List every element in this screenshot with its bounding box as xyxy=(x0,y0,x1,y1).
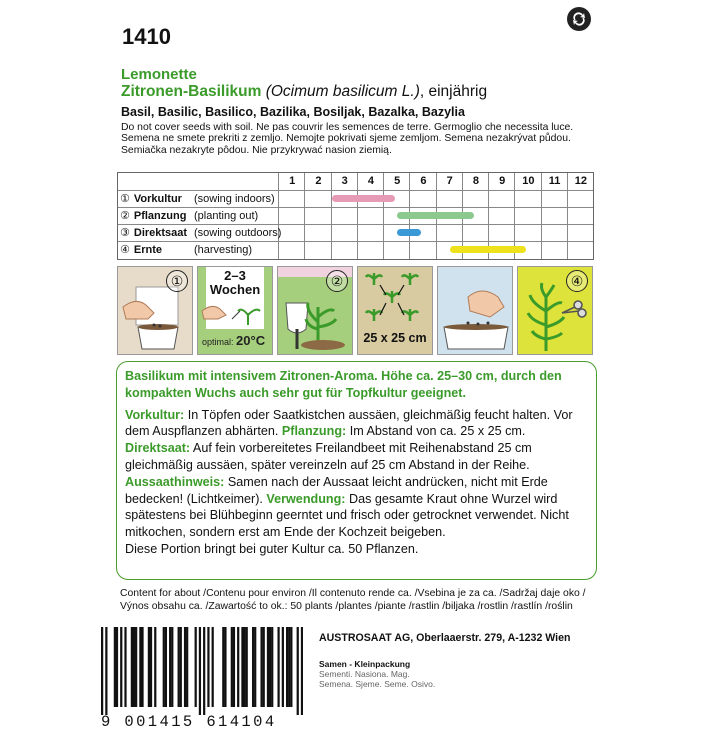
barcode-bar xyxy=(148,627,150,707)
aussaat-label: Aussaathinweis: xyxy=(125,474,225,489)
barcode-bar xyxy=(163,627,165,707)
sowing-notes xyxy=(121,122,573,156)
barcode-bar xyxy=(165,627,167,707)
barcode xyxy=(101,627,303,715)
optimal-label: optimal: xyxy=(202,337,234,347)
season-bar xyxy=(450,246,527,253)
row-activity: Pflanzung xyxy=(133,210,187,222)
pictogram-watering xyxy=(437,266,513,355)
content-line: Výnos obsahu ca. /Zawartość to ok.: 50 plants /plantes /piante /rastlin /biljaka /rostlin /rastlín /roślin xyxy=(120,600,573,612)
barcode-bar xyxy=(178,627,180,707)
barcode-bar xyxy=(263,627,265,707)
description-box xyxy=(116,361,597,580)
row-activity: Direktsaat xyxy=(133,227,188,239)
species-latin: (Ocimum basilicum L.) xyxy=(265,83,420,100)
calendar-row-label xyxy=(120,208,259,224)
barcode-bar xyxy=(254,627,256,707)
calendar-row xyxy=(118,241,593,258)
barcode-bar xyxy=(252,627,254,707)
translated-names: Basil, Basilic, Basilico, Bazilika, Bosiljak, Bazalka, Bazylia xyxy=(121,105,465,119)
direktsaat-label: Direktsaat: xyxy=(125,441,191,456)
package-info xyxy=(319,659,435,690)
pictogram-sowing-indoors xyxy=(117,266,193,355)
season-bar xyxy=(397,212,474,219)
content-line: Content for about /Contenu pour environ /Il contenuto rende ca. /Vsebina je za ca. /Sadržaj daje oko / xyxy=(120,588,586,599)
barcode-bar xyxy=(297,627,299,715)
barcode-bar xyxy=(105,627,107,715)
pack-line: Sementi. Nasiona. Mag. xyxy=(319,669,410,680)
barcode-bar xyxy=(101,627,103,715)
optimal-temperature: 20°C xyxy=(236,333,266,348)
barcode-bar xyxy=(282,627,284,707)
barcode-bar xyxy=(133,627,135,707)
barcode-bar xyxy=(241,627,243,707)
barcode-bar xyxy=(116,627,118,707)
spacing-label: 25 x 25 cm xyxy=(363,331,427,345)
lifecycle: , einjährig xyxy=(419,83,488,100)
aussaat-text: Samen nach der Aussaat leicht andrücken, nicht mit Erde bedecken! (Lichtkeimer). xyxy=(125,474,548,506)
note-line: Semena ne smete prekriti z zemljo. Nemojte pokrivati sjeme zemljom. Semena nezakrývat půdou. xyxy=(121,133,571,145)
barcode-bar xyxy=(246,627,248,707)
row-marker: ① xyxy=(120,193,130,205)
pictogram-planting-out xyxy=(277,266,353,355)
pack-title: Samen - Kleinpackung xyxy=(319,659,411,669)
barcode-bar xyxy=(222,627,224,707)
pressing-seed-icon xyxy=(438,267,512,354)
row-activity: Vorkultur xyxy=(133,193,182,205)
month-number: 10 xyxy=(522,175,535,187)
month-number: 7 xyxy=(446,175,453,187)
germination-weeks-label: Wochen xyxy=(209,282,261,297)
barcode-digits: 9 001415 614104 xyxy=(101,713,277,731)
barcode-bar xyxy=(150,627,152,707)
description-body xyxy=(125,407,588,558)
vorkultur-label: Vorkultur: xyxy=(125,407,185,422)
note-line: Do not cover seeds with soil. Ne pas couvrir les semences de terre. Germoglio che necessita luce. xyxy=(121,122,574,133)
barcode-bar xyxy=(301,627,303,715)
barcode-bar xyxy=(135,627,137,707)
verwendung-label: Verwendung: xyxy=(266,491,346,506)
pack-line: Semena. Sjeme. Seme. Osivo. xyxy=(319,679,436,690)
vorkultur-text: In Töpfen oder Saatkistchen aussäen, gleichmäßig feucht halten. Vor dem Auspflanzen abhärten. xyxy=(125,407,573,439)
month-number: 2 xyxy=(315,175,322,187)
barcode-bar xyxy=(260,627,262,707)
barcode-bar xyxy=(184,627,186,707)
barcode-bar xyxy=(154,627,156,707)
barcode-bar xyxy=(114,627,116,707)
month-number: 8 xyxy=(472,175,479,187)
recycle-icon xyxy=(567,7,591,31)
barcode-bar xyxy=(269,627,271,707)
month-number: 6 xyxy=(420,175,427,187)
season-bar xyxy=(332,195,396,202)
barcode-bar xyxy=(186,627,188,707)
barcode-bar xyxy=(286,627,288,707)
barcode-bar xyxy=(180,627,182,707)
month-number: 11 xyxy=(548,175,561,187)
month-number: 1 xyxy=(289,175,296,187)
barcode-bar xyxy=(277,627,279,707)
pictogram-germination xyxy=(197,266,273,355)
species-common: Zitronen-Basilikum xyxy=(121,83,262,100)
barcode-bar xyxy=(288,627,290,707)
row-activity-english: (sowing indoors) xyxy=(194,193,275,205)
barcode-bar xyxy=(237,627,239,707)
species-line xyxy=(121,83,487,101)
barcode-bar xyxy=(195,627,197,707)
company-address: AUSTROSAAT AG, Oberlaaerstr. 279, A-1232 Wien xyxy=(319,632,571,644)
month-number: 4 xyxy=(367,175,374,187)
barcode-bar xyxy=(233,627,235,707)
barcode-bar xyxy=(207,627,209,707)
pictogram-spacing xyxy=(357,266,433,355)
barcode-bar xyxy=(169,627,171,707)
barcode-bar xyxy=(290,627,292,707)
verwendung-text: Das gesamte Kraut ohne Wurzel wird spätestens bei Blühbeginn geerntet und frisch oder getrocknet verwendet. Nicht mitkochen, sondern erst am Ende der Kochzeit beigeben. xyxy=(125,491,569,540)
content-yield xyxy=(120,588,586,614)
portion-text: Diese Portion bringt bei guter Kultur ca. 50 Pflanzen. xyxy=(125,541,419,556)
step-number: ① xyxy=(166,270,188,292)
month-number: 12 xyxy=(574,175,587,187)
step-number: ② xyxy=(326,270,348,292)
sowing-calendar xyxy=(117,172,594,260)
barcode-bar xyxy=(231,627,233,707)
barcode-bar xyxy=(203,627,205,715)
row-marker: ③ xyxy=(120,227,130,239)
row-marker: ② xyxy=(120,210,130,222)
pictogram-strip xyxy=(117,266,591,353)
barcode-bar xyxy=(224,627,226,707)
pflanzung-label: Pflanzung: xyxy=(281,424,347,439)
barcode-bar xyxy=(267,627,269,707)
product-code: 1410 xyxy=(122,24,171,49)
pflanzung-text: Im Abstand von ca. 25 x 25 cm. xyxy=(346,424,526,439)
note-line: Semiačka nezakryte pôdou. Nie przykrywać nasion ziemią. xyxy=(121,144,392,156)
sprout-icon xyxy=(198,297,272,332)
month-number: 3 xyxy=(341,175,348,187)
barcode-bar xyxy=(120,627,122,707)
row-activity-english: (sowing outdoors) xyxy=(194,227,282,239)
description-intro: Basilikum mit intensivem Zitronen-Aroma. Höhe ca. 25–30 cm, durch den kompakten Wuchs auch sehr gut für Topfkultur geeignet. xyxy=(125,369,562,400)
season-bar xyxy=(397,229,421,236)
barcode-bar xyxy=(212,627,214,707)
direktsaat-text: Auf fein vorbereitetes Freilandbeet mit Reihenabstand 25 cm gleichmäßig aussäen, später vereinzeln auf 25 cm Abstand in der Reihe. xyxy=(125,441,532,472)
variety-name: Lemonette xyxy=(121,66,197,83)
barcode-bar xyxy=(243,627,245,707)
barcode-bar xyxy=(271,627,273,707)
barcode-bar xyxy=(139,627,141,707)
calendar-row-label xyxy=(120,191,275,207)
barcode-bar xyxy=(124,627,126,707)
barcode-bar xyxy=(131,627,133,707)
calendar-row xyxy=(118,207,593,224)
month-number: 9 xyxy=(499,175,506,187)
barcode-bar xyxy=(199,627,201,715)
calendar-row-label xyxy=(120,242,253,258)
germination-weeks: 2–3 xyxy=(224,268,246,283)
calendar-row xyxy=(118,190,593,207)
barcode-bar xyxy=(171,627,173,707)
calendar-row xyxy=(118,224,593,241)
row-activity-english: (harvesting) xyxy=(194,244,253,256)
step-number: ④ xyxy=(566,270,588,292)
row-marker: ④ xyxy=(120,244,130,256)
barcode-bar xyxy=(141,627,143,707)
row-activity-english: (planting out) xyxy=(194,210,259,222)
row-activity: Ernte xyxy=(133,244,162,256)
calendar-row-label xyxy=(120,225,282,241)
month-number: 5 xyxy=(394,175,401,187)
pictogram-harvest xyxy=(517,266,593,355)
